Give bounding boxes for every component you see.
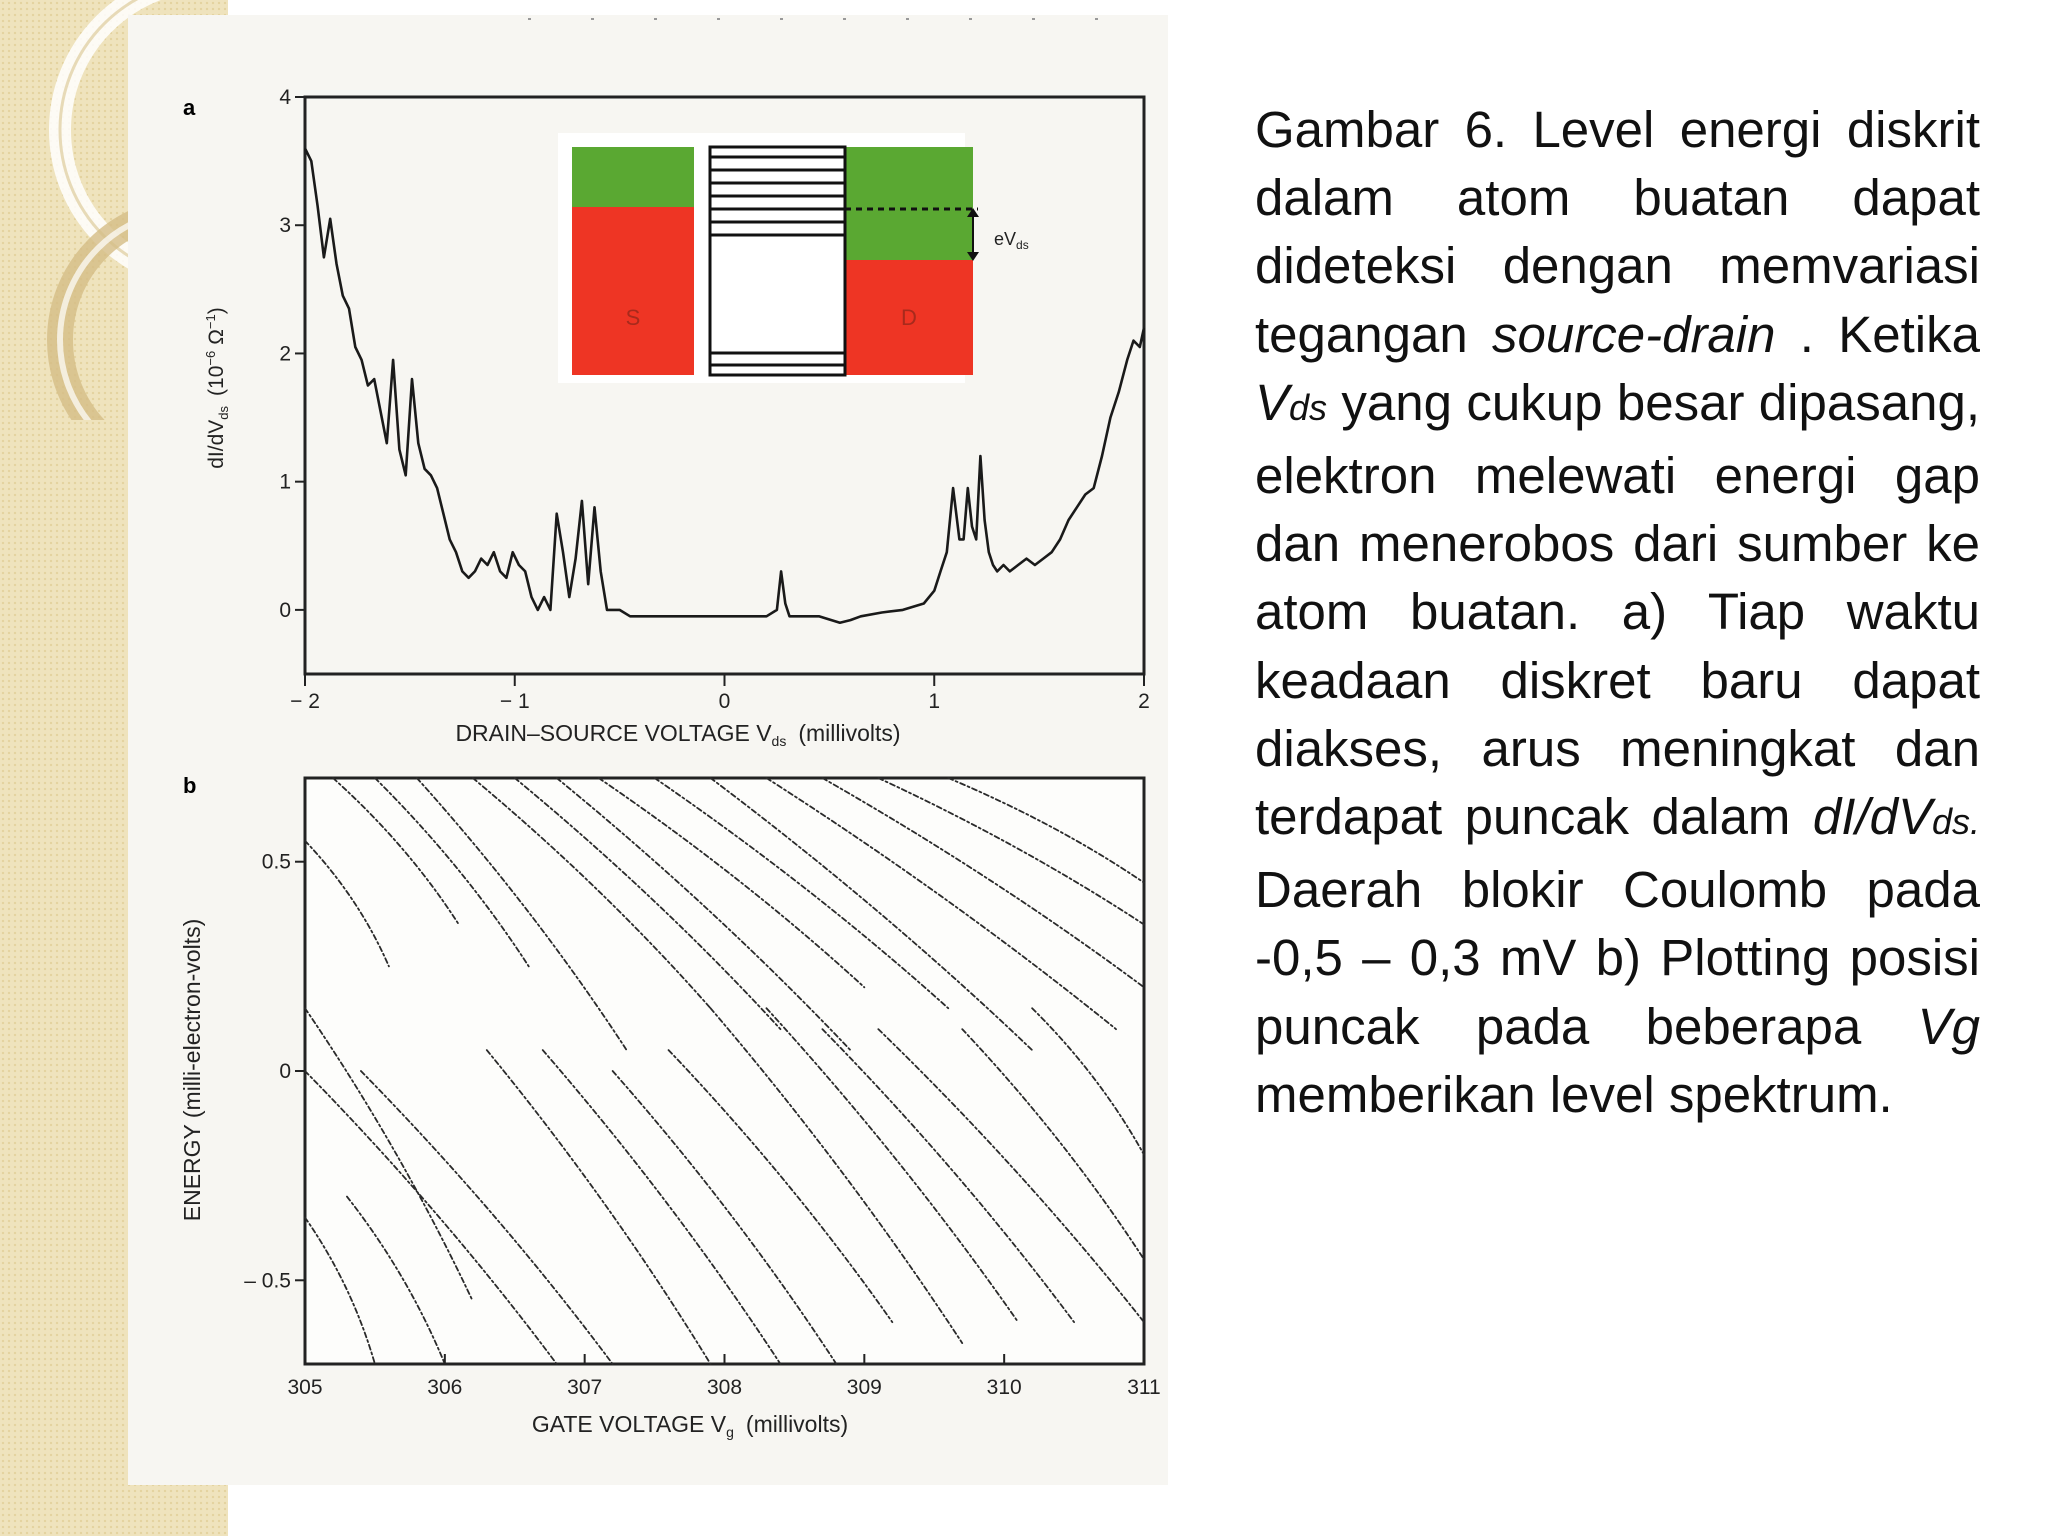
caption-italic-term: Vg xyxy=(1917,997,1980,1055)
bias-label: $eV_{ds}$ xyxy=(994,229,1029,252)
caption-text: Daerah blokir Coulomb pada -0,5 – 0,3 mV b) Plotting posisi puncak pada beberapa xyxy=(1255,861,1980,1055)
panel-b-ylabel: ENERGY (milli-electron-volts) xyxy=(179,918,205,1222)
y-tick-label: 3 xyxy=(279,214,291,238)
panel-b-xlabel: GATE VOLTAGE $V_g$ (millivolts) xyxy=(531,1411,849,1440)
y-tick-label: 1 xyxy=(279,470,291,494)
x-tick-label: 311 xyxy=(1127,1376,1161,1399)
y-tick-label: 0 xyxy=(279,598,291,622)
x-tick-label: 309 xyxy=(846,1376,882,1399)
source-filled-band xyxy=(572,147,694,207)
panel-a-label: a xyxy=(183,95,196,120)
x-tick-label: 1 xyxy=(928,690,941,713)
panel-a-ylabel: $dI/dV_{ds}(10^{-6}\Omega^{-1})$ xyxy=(203,307,231,469)
x-tick-label: 306 xyxy=(427,1376,463,1399)
figure-panel xyxy=(128,15,1168,1485)
caption-italic-term: source-drain xyxy=(1492,305,1776,363)
y-tick-label: 0.5 xyxy=(261,850,291,874)
x-tick-label: − 1 xyxy=(499,690,530,713)
caption-italic-term: V xyxy=(1255,373,1290,431)
y-tick-label: 4 xyxy=(279,86,291,109)
x-tick-label: 2 xyxy=(1138,690,1150,713)
panel-a-xlabel: DRAIN–SOURCE VOLTAGE $V_{ds}$ (millivolts) xyxy=(455,720,901,749)
band-diagram-inset xyxy=(558,133,1029,383)
source-region xyxy=(572,207,694,375)
x-tick-label: 305 xyxy=(287,1376,323,1399)
caption-subscript: ds. xyxy=(1931,801,1980,843)
panel-b-frame xyxy=(305,778,1144,1364)
drain-filled-band xyxy=(845,147,973,260)
caption-text: memberikan level spektrum. xyxy=(1255,1065,1893,1123)
panel-b-label: b xyxy=(183,773,197,798)
figure-svg xyxy=(128,15,1168,1485)
caption-subscript: ds xyxy=(1289,386,1328,428)
x-tick-label: − 2 xyxy=(290,690,320,713)
caption-text: yang cukup besar dipasang, elektron melewati energi gap dan menerobos dari sumber ke atom buatan. a) Tiap waktu keadaan diskret baru dapat diakses, arus meningkat dan terdapat puncak dalam xyxy=(1255,373,1980,846)
y-tick-label: 0 xyxy=(279,1060,291,1083)
caption-text: . Ketika xyxy=(1775,305,1980,363)
y-tick-label: 2 xyxy=(279,342,291,366)
source-label: S xyxy=(625,305,641,330)
x-tick-label: 310 xyxy=(986,1376,1022,1399)
dot-barrier xyxy=(710,147,845,375)
caption-italic-term: dI/dV xyxy=(1812,788,1932,846)
x-tick-label: 307 xyxy=(567,1376,603,1399)
x-tick-label: 308 xyxy=(706,1376,743,1399)
drain-label: D xyxy=(901,305,917,330)
caption-text: Gambar 6. Level energi diskrit dalam atom buatan dapat dideteksi dengan memvariasi tegangan xyxy=(1255,101,1980,363)
y-tick-label: – 0.5 xyxy=(244,1269,291,1293)
x-tick-label: 0 xyxy=(718,690,731,713)
figure-caption xyxy=(1255,96,1980,1129)
